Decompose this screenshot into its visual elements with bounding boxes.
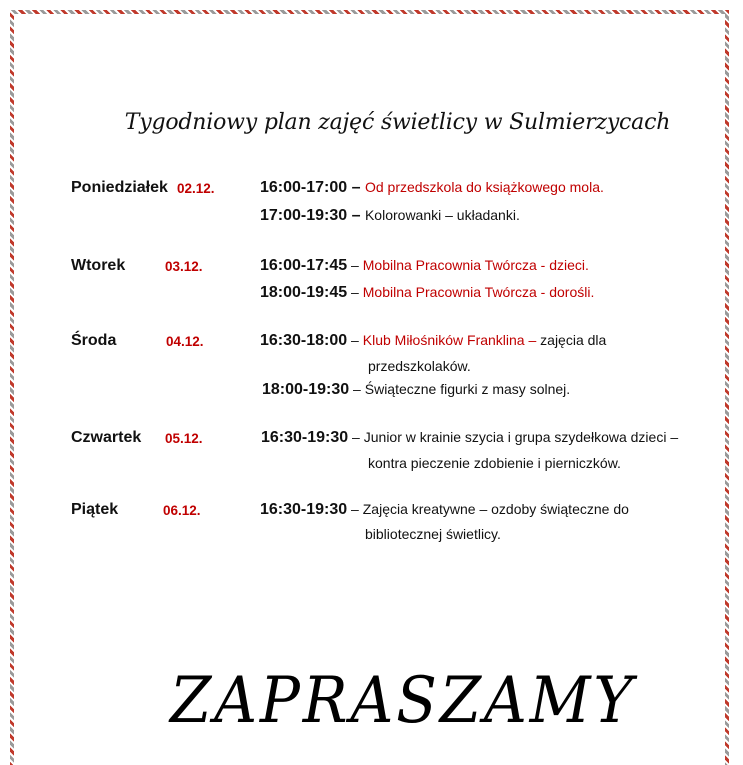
entry-continuation: bibliotecznej świetlicy. [365,526,501,542]
entry-time: 18:00-19:45 [260,284,348,301]
entry-activity: Kolorowanki – układanki. [364,207,520,223]
schedule-entry [261,429,678,447]
schedule-entry [260,284,594,302]
entry-activity-highlight: Mobilna Pracownia Twórcza - dzieci. [362,257,589,273]
entry-activity-highlight: Klub Miłośników Franklina – [362,332,541,348]
day-label: Wtorek [71,257,126,274]
schedule-entry [260,332,606,350]
entry-time: 16:30-18:00 [260,332,348,349]
day-label: Czwartek [71,429,142,446]
entry-separator: – [349,381,365,397]
day-date: 03.12. [165,259,203,274]
entry-time: 18:00-19:30 [262,381,350,398]
entry-time: 16:00-17:45 [260,257,348,274]
entry-continuation: kontra pieczenie zdobienie i pierniczków. [368,455,621,471]
schedule-entry [260,207,520,225]
entry-continuation: przedszkolaków. [368,358,471,374]
day-label: Środa [71,332,117,349]
day-date: 04.12. [166,334,204,349]
entry-separator: – [347,332,363,348]
entry-separator: – [347,284,363,300]
entry-separator: – [347,179,365,196]
entry-separator: – [347,257,363,273]
page-title: Tygodniowy plan zajęć świetlicy w Sulmierzycach [124,110,671,135]
entry-time: 16:30-19:30 [260,501,348,518]
entry-activity-highlight: Mobilna Pracownia Twórcza - dorośli. [362,284,595,300]
day-date: 02.12. [177,181,215,196]
entry-time: 17:00-19:30 [260,207,348,224]
entry-separator: – [347,207,365,224]
entry-activity: zajęcia dla [540,332,607,348]
schedule-entry [262,381,570,399]
footer-invitation: ZAPRASZAMY [170,664,636,738]
entry-activity-highlight: Od przedszkola do książkowego mola. [364,179,604,195]
schedule-entry [260,257,589,275]
entry-separator: – [347,501,363,517]
day-date: 06.12. [163,503,201,518]
entry-activity: Zajęcia kreatywne – ozdoby świąteczne do [362,501,629,517]
entry-time: 16:00-17:00 [260,179,348,196]
schedule-entry [260,501,629,519]
day-label: Poniedziałek [71,179,168,196]
entry-separator: – [348,429,364,445]
entry-activity: Junior w krainie szycia i grupa szydełkowa dzieci – [363,429,679,445]
schedule-entry [260,179,604,197]
entry-time: 16:30-19:30 [261,429,349,446]
day-date: 05.12. [165,431,203,446]
entry-activity: Świąteczne figurki z masy solnej. [364,381,571,397]
day-label: Piątek [71,501,119,518]
